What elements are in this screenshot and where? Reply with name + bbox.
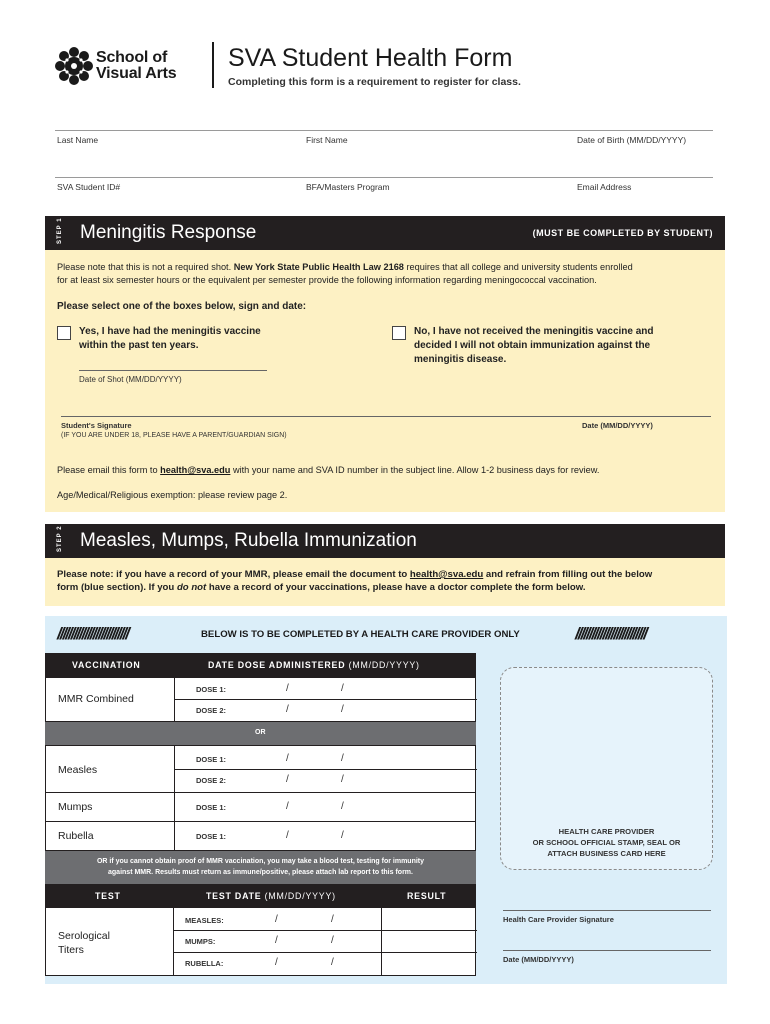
step1-tag: STEP 1 [57, 217, 63, 244]
page-subtitle: Completing this form is a requirement to register for class. [228, 76, 521, 88]
step2-title: Measles, Mumps, Rubella Immunization [80, 530, 417, 551]
serological-label: Serological [58, 930, 110, 942]
header-divider [212, 42, 214, 88]
provider-date-label: Date (MM/DD/YYYY) [503, 955, 574, 964]
or-divider [45, 722, 476, 745]
program-field[interactable]: BFA/Masters Program [306, 182, 390, 192]
logo-line-2: Visual Arts [96, 65, 177, 82]
slashes-right: ////////////////////////// [575, 624, 646, 643]
mmr-row [45, 677, 476, 722]
measles-dose1-label: DOSE 1: [196, 755, 227, 764]
col-vaccination: VACCINATION [72, 660, 141, 670]
measles-label: Measles [58, 764, 98, 776]
date-slash: / [331, 957, 334, 968]
date-slash: / [341, 704, 344, 715]
stamp-text: ATTACH BUSINESS CARD HERE [547, 849, 666, 858]
titer-note [45, 851, 476, 884]
col-test-date-text: TEST DATE [206, 891, 262, 901]
date-slash: / [275, 935, 278, 946]
mumps-row [45, 793, 476, 822]
note-text: Please note: if you have a record of your MMR, please email the document to [57, 569, 410, 580]
logo-wordmark [96, 50, 177, 82]
sva-logo-icon [54, 46, 94, 86]
logo-line-1: School of [96, 49, 168, 66]
email-field[interactable]: Email Address [577, 182, 632, 192]
stamp-instructions [500, 826, 713, 859]
step2-note [57, 568, 652, 594]
para-text: Please email this form to [57, 465, 161, 475]
rubella-dose1-label: DOSE 1: [196, 832, 227, 841]
date-slash: / [275, 914, 278, 925]
titer-note-text: against MMR. Results must return as immune/positive, please attach lab report to this form. [108, 869, 413, 876]
field-line [55, 130, 713, 131]
email-instructions [57, 464, 599, 477]
date-slash: / [286, 830, 289, 841]
para-text: for at least six semester hours or the equivalent per semester provide the following information regarding meningococcal vaccination. [57, 275, 597, 285]
no-vaccine-label [414, 325, 654, 367]
note-text: form (blue section). If you [57, 582, 177, 593]
first-name-field[interactable]: First Name [306, 135, 348, 145]
option-text: within the past ten years. [79, 340, 199, 351]
titer-rubella-label: RUBELLA: [185, 959, 224, 968]
step1-title: Meningitis Response [80, 222, 257, 243]
date-slash: / [341, 774, 344, 785]
student-id-field[interactable]: SVA Student ID# [57, 182, 121, 192]
rubella-row [45, 822, 476, 851]
titer-rows [45, 908, 476, 976]
dob-field[interactable]: Date of Birth (MM/DD/YYYY) [577, 135, 687, 145]
col-test-date [206, 891, 336, 901]
date-slash: / [286, 704, 289, 715]
col-date-administered [208, 660, 420, 670]
step2-tag: STEP 2 [57, 525, 63, 552]
date-of-shot-label: Date of Shot (MM/DD/YYYY) [79, 375, 182, 384]
date-slash: / [286, 774, 289, 785]
provider-banner: BELOW IS TO BE COMPLETED BY A HEALTH CARE PROVIDER ONLY [201, 629, 520, 640]
col-date-format: (MM/DD/YYYY) [345, 660, 420, 670]
or-label: OR [255, 729, 266, 736]
date-slash: / [341, 801, 344, 812]
titers-label: Titers [58, 944, 84, 956]
date-slash: / [286, 683, 289, 694]
date-slash: / [341, 753, 344, 764]
yes-vaccine-label [79, 325, 261, 353]
no-vaccine-checkbox[interactable] [392, 326, 406, 340]
col-result: RESULT [407, 891, 447, 901]
date-slash: / [341, 830, 344, 841]
yes-vaccine-checkbox[interactable] [57, 326, 71, 340]
slashes-left: ////////////////////////// [57, 624, 128, 643]
note-text: and refrain from filling out the below [483, 569, 653, 580]
student-signature-label: Student's Signature [61, 421, 132, 430]
option-text: meningitis disease. [414, 354, 507, 365]
measles-row [45, 745, 476, 793]
titer-mumps-label: MUMPS: [185, 937, 216, 946]
stamp-text: OR SCHOOL OFFICIAL STAMP, SEAL OR [532, 838, 681, 847]
step1-header [45, 216, 725, 250]
rubella-label: Rubella [58, 830, 94, 842]
measles-dose2-label: DOSE 2: [196, 776, 227, 785]
law-reference: New York State Public Health Law 2168 [233, 262, 404, 272]
para-text: with your name and SVA ID number in the subject line. Allow 1-2 business days for review. [230, 465, 600, 475]
titer-note-text: OR if you cannot obtain proof of MMR vaccination, you may take a blood test, testing for immunity [96, 858, 425, 865]
date-slash: / [286, 753, 289, 764]
date-slash: / [341, 683, 344, 694]
provider-signature-line[interactable] [503, 910, 711, 911]
provider-date-line[interactable] [503, 950, 711, 951]
step2-header [45, 524, 725, 558]
note-emphasis: do not [176, 582, 207, 593]
col-test: TEST [95, 891, 121, 901]
exemption-note: Age/Medical/Religious exemption: please review page 2. [57, 490, 288, 500]
col-date-text: DATE DOSE ADMINISTERED [208, 660, 346, 670]
option-text: No, I have not received the meningitis vaccine and [414, 326, 654, 337]
mumps-label: Mumps [58, 801, 93, 813]
option-text: Yes, I have had the meningitis vaccine [79, 326, 261, 337]
step1-note: (MUST BE COMPLETED BY STUDENT) [532, 228, 713, 238]
vaccination-table-header [45, 653, 476, 677]
option-text: decided I will not obtain immunization against the [414, 340, 651, 351]
provider-signature-label: Health Care Provider Signature [503, 915, 614, 924]
page-title: SVA Student Health Form [228, 44, 513, 72]
mumps-dose1-label: DOSE 1: [196, 803, 227, 812]
step1-instruction: Please select one of the boxes below, sign and date: [57, 301, 307, 312]
health-email-link[interactable]: health@sva.edu [160, 465, 231, 475]
guardian-note: (IF YOU ARE UNDER 18, PLEASE HAVE A PARENT/GUARDIAN SIGN) [61, 432, 287, 439]
date-slash: / [275, 957, 278, 968]
date-of-shot-line[interactable] [79, 370, 267, 371]
col-test-date-format: (MM/DD/YYYY) [261, 891, 336, 901]
mmr-dose1-label: DOSE 1: [196, 685, 227, 694]
note-text: have a record of your vaccinations, please have a doctor complete the form below. [206, 582, 586, 593]
para-text: Please note that this is not a required shot. [57, 262, 234, 272]
para-text: requires that all college and university students enrolled [403, 262, 633, 272]
stamp-text: HEALTH CARE PROVIDER [558, 827, 655, 836]
sign-date-label: Date (MM/DD/YYYY) [582, 421, 653, 430]
last-name-field[interactable]: Last Name [57, 135, 99, 145]
signature-line[interactable] [61, 416, 711, 417]
mmr-dose2-label: DOSE 2: [196, 706, 227, 715]
field-line [55, 177, 713, 178]
date-slash: / [331, 914, 334, 925]
date-slash: / [331, 935, 334, 946]
titer-measles-label: MEASLES: [185, 916, 224, 925]
health-email-link-2[interactable]: health@sva.edu [409, 569, 484, 580]
titer-table-header [45, 884, 476, 908]
step1-paragraph [57, 261, 717, 287]
mmr-label: MMR Combined [58, 693, 134, 705]
date-slash: / [286, 801, 289, 812]
